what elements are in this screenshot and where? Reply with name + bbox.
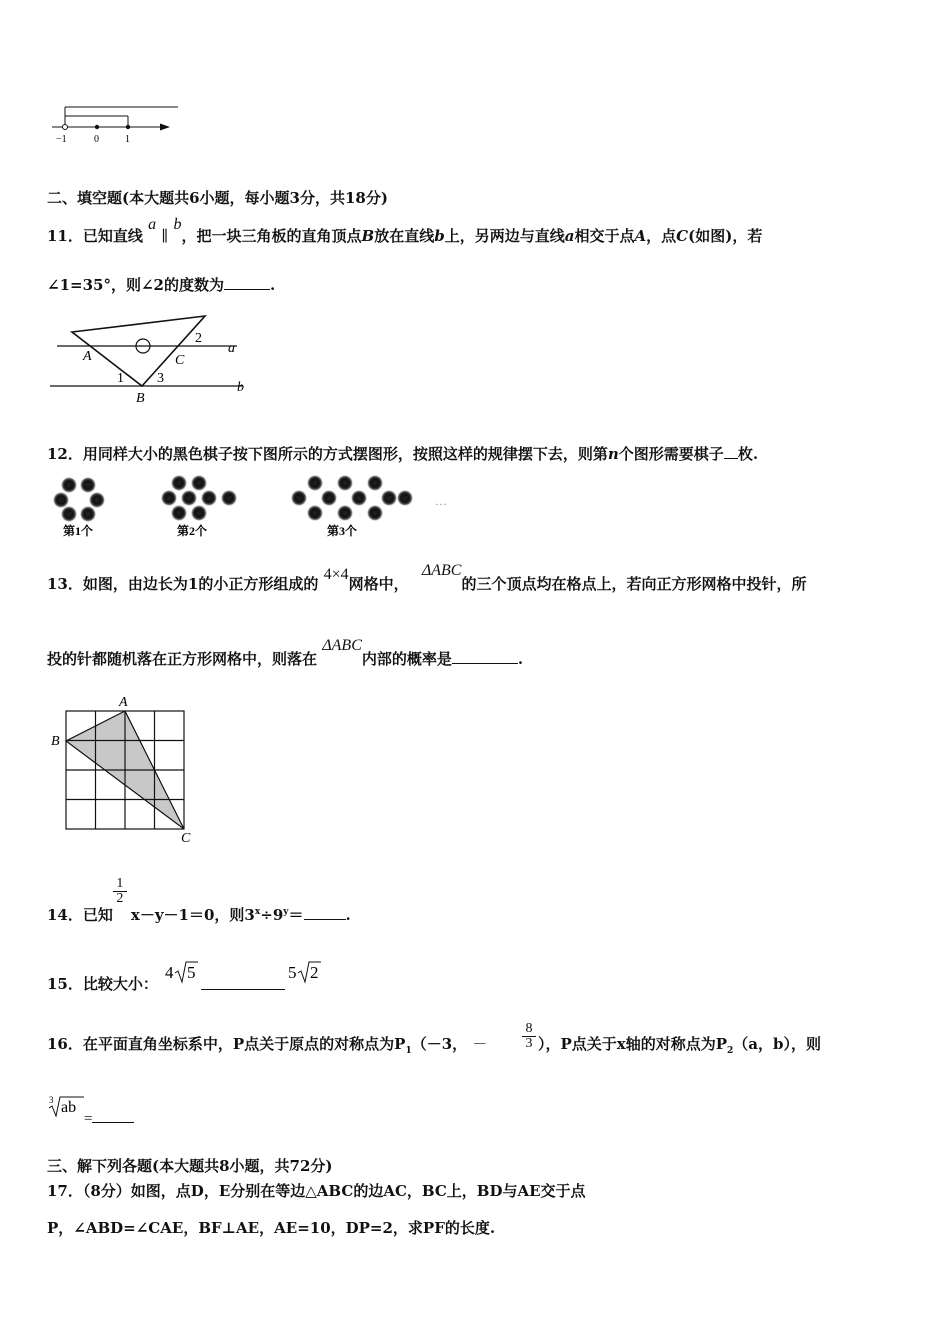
q11-fig-label-A: A xyxy=(83,349,92,364)
q14-end: . xyxy=(345,905,351,924)
q16-number: 16． xyxy=(47,1035,83,1053)
q13-fig-label-B: B xyxy=(51,734,60,749)
q14-fraction-denominator: 2 xyxy=(116,891,124,906)
q16-subscript-2: 2 xyxy=(727,1046,734,1056)
q16-fraction-denominator: 3 xyxy=(525,1036,533,1051)
q14-number: 14． xyxy=(47,905,83,924)
q11-text: (如图)，若 xyxy=(688,227,763,245)
q13-fig-label-A: A xyxy=(119,695,128,710)
q11-fig-label-C: C xyxy=(175,353,185,368)
q11-fig-label-B: B xyxy=(136,391,145,405)
q14-text: ＝ xyxy=(288,905,304,924)
q14-exponent-y: y xyxy=(283,906,289,917)
q16-fraction-numerator: 8 xyxy=(522,1022,536,1037)
question-17-line-2: P，∠ABD=∠CAE，BF⊥AE，AE=10，DP=2，求PF的长度. xyxy=(47,1219,496,1237)
q13-text: 的三个顶点均在格点上，若向正方形网格中投针，所 xyxy=(461,575,807,593)
q16-text: ），P点关于x轴的对称点为P xyxy=(538,1035,728,1053)
q13-grid-figure xyxy=(47,692,207,850)
number-line-tick: −1 xyxy=(56,134,67,145)
question-14 xyxy=(47,876,351,924)
pattern-caption-1: 第1个 xyxy=(63,524,94,538)
q11-b2: b xyxy=(434,227,445,245)
section-3-heading: 三、解下列各题(本大题共8小题，共72分) xyxy=(47,1157,333,1175)
pattern-caption-3: 第3个 xyxy=(327,524,358,538)
q11-text: ，把一块三角板的直角顶点 xyxy=(181,227,362,245)
q15-left-coefficient: 4 xyxy=(165,963,174,982)
q16-root-radicand: ab xyxy=(61,1099,77,1116)
q11-C: C xyxy=(676,227,689,245)
q11-number: 11． xyxy=(47,227,83,245)
question-11-line-2 xyxy=(47,274,275,295)
q16-equals: = xyxy=(84,1111,93,1127)
q13-text: 内部的概率是 xyxy=(361,650,452,668)
q16-subscript-1: 1 xyxy=(405,1046,412,1056)
q14-text: x－y－1＝0，则3 xyxy=(130,905,255,924)
number-line-tick: 0 xyxy=(94,134,99,145)
q13-text: 网格中， xyxy=(348,575,409,593)
pattern-2 xyxy=(161,475,237,521)
q16-fraction xyxy=(522,1022,536,1051)
q11-text: 已知直线 xyxy=(82,227,143,245)
q11-text: 相交于点 xyxy=(574,227,635,245)
q12-number: 12． xyxy=(47,445,83,463)
q16-text: （a，b），则 xyxy=(733,1035,821,1053)
q15-number: 15． xyxy=(47,975,83,993)
question-13-line-2 xyxy=(47,637,524,669)
q12-n: n xyxy=(607,445,619,463)
q11-fig-label-2: 2 xyxy=(195,331,202,346)
q11-text: 上，另两边与直线 xyxy=(444,227,565,245)
question-17-line-1: 17．（8分）如图，点D，E分别在等边△ABC的边AC，BC上，BD与AE交于点 xyxy=(47,1182,586,1200)
question-15 xyxy=(47,973,158,994)
section-2-heading: 二、填空题(本大题共6小题，每小题3分，共18分) xyxy=(47,189,388,207)
pattern-3 xyxy=(291,475,413,521)
q11-B: B xyxy=(361,227,375,245)
q15-text: 比较大小： xyxy=(82,975,158,993)
q11-b: b xyxy=(173,216,182,233)
q15-right-radical xyxy=(287,958,327,986)
q13-grid-size: 4×4 xyxy=(323,566,349,583)
q11-fig-label-1: 1 xyxy=(117,371,124,386)
q13-text: 投的针都随机落在正方形网格中，则落在 xyxy=(47,650,318,668)
q11-fig-label-3: 3 xyxy=(157,371,164,386)
answer-blank xyxy=(304,905,346,920)
q12-text: 用同样大小的黑色棋子按下图所示的方式摆图形，按照这样的规律摆下去，则第 xyxy=(82,445,608,463)
q15-right-radicand: 2 xyxy=(310,963,319,982)
q11-fig-label-a: a xyxy=(228,341,235,356)
q11-a2: a xyxy=(564,227,575,245)
q13-number: 13． xyxy=(47,575,83,593)
answer-blank xyxy=(92,1108,134,1123)
q11-text: 放在直线 xyxy=(374,227,435,245)
q16-negative-sign: － xyxy=(472,1037,488,1053)
question-13-line-1 xyxy=(47,562,807,594)
q16-root-index: 3 xyxy=(49,1095,54,1105)
answer-blank xyxy=(724,444,738,459)
q16-answer xyxy=(84,1108,134,1128)
answer-blank xyxy=(452,649,518,664)
pattern-1 xyxy=(53,477,105,522)
q11-angle-text: ∠1=35°，则∠2的度数为 xyxy=(47,276,224,294)
q14-exponent-x: x xyxy=(254,906,261,917)
q14-fraction-numerator: 1 xyxy=(113,877,127,892)
q16-text: （－3， xyxy=(411,1035,468,1053)
number-line-tick: 1 xyxy=(125,134,130,145)
q12-text: 个图形需要棋子 xyxy=(618,445,724,463)
question-11-line-1 xyxy=(47,216,763,246)
q15-right-coefficient: 5 xyxy=(288,963,297,982)
q13-triangle: ΔABC xyxy=(322,637,362,654)
q11-A: A xyxy=(634,227,647,245)
pattern-caption-2: 第2个 xyxy=(177,524,208,538)
q16-cube-root xyxy=(46,1094,86,1120)
q11-end: . xyxy=(269,276,276,294)
q14-text: ÷9 xyxy=(260,905,284,924)
q11-triangle-figure xyxy=(47,310,262,405)
number-line-figure xyxy=(40,98,190,150)
q11-fig-label-b: b xyxy=(237,380,244,395)
question-16 xyxy=(47,1033,487,1056)
q11-parallel: ∥ xyxy=(161,229,169,245)
q12-chess-pattern-figure xyxy=(47,472,477,542)
q12-text: 枚. xyxy=(737,445,759,463)
q13-end: . xyxy=(517,650,524,668)
q14-text: 已知 xyxy=(82,905,113,924)
q13-fig-label-C: C xyxy=(181,831,191,846)
pattern-ellipsis: … xyxy=(435,494,447,508)
q11-a: a xyxy=(148,216,157,233)
q15-left-radical xyxy=(164,958,200,986)
question-16-tail xyxy=(538,1033,821,1056)
q13-triangle: ΔABC xyxy=(421,562,462,579)
q16-text: 在平面直角坐标系中，P点关于原点的对称点为P xyxy=(82,1035,406,1053)
question-12 xyxy=(47,443,758,464)
q11-text: ，点 xyxy=(646,227,677,245)
answer-blank xyxy=(201,975,285,990)
answer-blank xyxy=(224,275,270,290)
q15-left-radicand: 5 xyxy=(187,963,196,982)
q13-text: 如图，由边长为1的小正方形组成的 xyxy=(82,575,319,593)
